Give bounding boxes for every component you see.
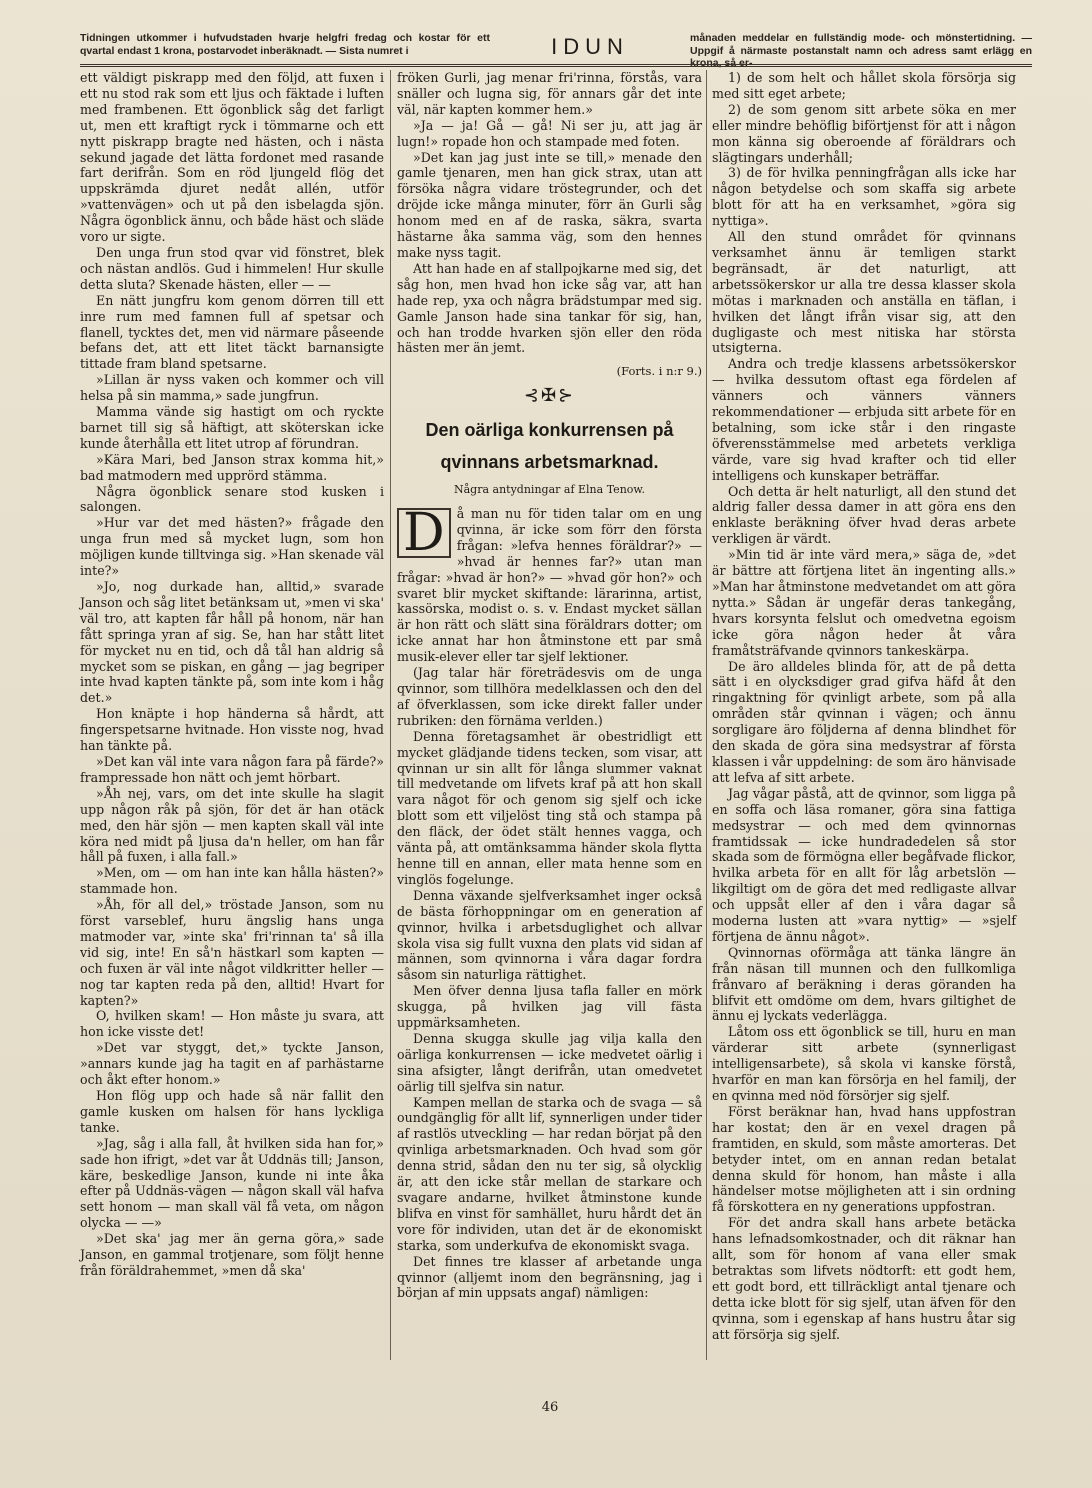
paragraph: Denna företagsamhet är obestridligt ett mycket glädjande tidens tecken, som visar, att qvinnan ur sin allt för långa slummer vaknat till medvetande om lifvets kraf på att hon skall vara något för och genom sig sjelf och icke blott som ett viljelöst ting stå och stampa på den fläck, der ödet stält hennes vagga, och vänta på, att omtänksamma händer skola flytta henne till en annan, eller mata henne som en vinglös fogelunge. (397, 728, 702, 887)
paragraph: Låtom oss ett ögonblick se till, huru en man värderar sitt arbete (synnerligast intelligensarbete), så skola vi kanske förstå, hvarför en man kan försörja en hel familj, der en qvinna med nöd försörjer sig sjelf. (712, 1024, 1016, 1103)
paragraph: Qvinnornas oförmåga att tänka längre än från näsan till munnen och den fullkomliga frånvaro af beräkning i deras göranden ha blifvit ett omdöme om dem, hvars giltighet de ännu ej lyckats vederlägga. (712, 944, 1016, 1024)
paragraph: »Åh, för all del,» tröstade Janson, som nu först varseblef, huru ängslig hans unga matmoder var, »inte ska' fri'rinnan ta' så illa vid sig, inte! En så'n hästkarl som kapten — och fuxen är väl inte något vildkritter heller — nog tar kapten reda på den, alltid! Hvart for kapten?» (80, 897, 384, 1008)
continuation-note: (Forts. i n:r 9.) (616, 364, 702, 379)
paragraph: »Lillan är nyss vaken och kommer och vill helsa på sin mamma,» sade jungfrun. (80, 372, 384, 404)
paragraph: Några ögonblick senare stod kusken i salongen. (80, 483, 384, 515)
paragraph: Först beräknar han, hvad hans uppfostran har kostat; den är en vexel dragen på framtiden, en skuld, som måste amorteras. Det betyder intet, om en annan redan betalat denna skuld för honom, han måste i alla händelser motse möjligheten att i sin ordning få förskottera en ny generations uppfostran. (712, 1103, 1016, 1215)
paragraph: fröken Gurli, jag menar fri'rinna, förstås, vara snäller och lugna sig, för annars går det inte väl, när kapten kommer hem.» (397, 70, 702, 117)
paragraph-text: å man nu för tiden talar om en ung qvinna, är icke som förr den första frågan: »lefva hennes föräldrar?» — »hvad är hennes far?» utan man frågar: »hvad är hon?» — »hvad gör hon?» och svaret blir mycket skiftande: lärarinna, artist, kassörska, modist o. s. v. Endast mycket sällan är hon rätt och slätt sina föräldrars dotter; om icke annat har hon åtminstone ett par små musik-elever eller tar sjelf lektioner. (397, 506, 702, 665)
paragraph: Jag vågar påstå, att de qvinnor, som ligga på en soffa och läsa romaner, göra sina fattiga medsystrar — och med dem qvinnornas framtidssak — icke hundradedelen så stor skada som de förmögna eller begåfvade flickor, hvilka arbeta för en allt för låg arbetslön — likgiltigt om de göra det med redligaste allvar och uppsåt eller af den i våra dagar så moderna lusten att »vara nyttig» — »sjelf förtjena de ännu något». (712, 785, 1016, 944)
column-2 (397, 70, 702, 1301)
column-1 (80, 70, 384, 1279)
paragraph (397, 503, 702, 665)
paragraph: De äro alldeles blinda för, att de på detta sätt i en olycksdiger grad gifva häfd åt den ringaktning för qvinligt arbete, som på alla områden står qvinnan i vägen; och ännu sorgligare äro följderna af denna blindhet för den skada de göra sina medsystrar af första klassen i vår uppdelning: de som äro hänvisade att lefva af sitt arbete. (712, 658, 1016, 785)
paragraph: Hon knäpte i hop händerna så hårdt, att fingerspetsarne hvitnade. Hon visste nog, hvad han tänkte på. (80, 706, 384, 754)
paragraph: Men öfver denna ljusa tafla faller en mörk skugga, på hvilken jag vill fästa uppmärksamheten. (397, 983, 702, 1031)
paragraph: »Det ska' jag mer än gerna göra,» sade Janson, en gammal trotjenare, som följt henne från föräldrahemmet, »men då ska' (80, 1231, 384, 1278)
paragraph: 3) de för hvilka penningfrågan alls icke har någon betydelse och som skaffa sig arbete blott för att ha en verksamhet, »göra sig nyttiga». (712, 165, 1016, 229)
paragraph: »Men, om — om han inte kan hålla hästen?» stammade hon. (80, 865, 384, 897)
paragraph: »Det kan jag just inte se till,» menade den gamle tjenaren, men han gick strax, utan att försöka några vidare tröstegrunder, och det dröjde icke många minuter, förr än Gurli såg honom med en af de raska, säkra, svarta hästarne åka samma väg, som den hennes make nyss tagit. (397, 149, 702, 260)
masthead-right-notice: månaden meddelar en fullständig mode- och mönstertidning. — Uppgif å närmaste postanstalt namn och adress samt erlägg en krona, så er- (690, 32, 1032, 69)
paragraph: »Kära Mari, bed Janson strax komma hit,» bad matmodern med upprörd stämma. (80, 451, 384, 483)
paragraph: Hon flög upp och hade så när fallit den gamle kusken om halsen för hans lyckliga tanke. (80, 1088, 384, 1135)
paragraph: »Jag, såg i alla fall, åt hvilken sida han for,» sade hon ifrigt, »det var åt Uddnäs till; Janson, käre, beskedlige Janson, kunde ni inte åka efter på Uddnäs-vägen — någon skall väl hafva sett honom — man skall väl få veta, om någon olycka — —» (80, 1135, 384, 1231)
drop-cap: D (397, 508, 451, 558)
paragraph: (Jag talar här företrädesvis om de unga qvinnor, som tillhöra medelklassen och den del af öfverklassen, som icke direkt faller under rubriken: den förnäma verlden.) (397, 665, 702, 728)
article-title (397, 414, 702, 478)
paragraph: Denna växande sjelfverksamhet inger också de bästa förhoppningar om en generation af qvinnor, hvilka i arbetsduglighet och allvar skola visa sig fullt vuxna den plats vid sidan af männen, som qvinnorna i våra dagar fordra såsom sin naturliga rättighet. (397, 887, 702, 983)
paragraph: »Hur var det med hästen?» frågade den unga frun med så mycket lugn, som hon möjligen kunde tilltvinga sig. »Han skenade väl inte?» (80, 515, 384, 579)
paragraph: För det andra skall hans arbete betäcka hans lefnadsomkostnader, och dit räknar han allt, som för honom af vana eller smak betraktas som lifvets nödtorft: ett godt hem, ett godt bord, ett tillräckligt antal tjenare och detta icke blott för sig sjelf, utan äfven för den qvinna, som i egenskap af hans hustru åtar sig att försörja sig sjelf. (712, 1215, 1016, 1342)
column-divider (706, 70, 707, 1360)
masthead-left-notice: Tidningen utkommer i hufvudstaden hvarje helgfri fredag och kostar för ett qvartal endast 1 krona, postarvodet inberäknadt. — Sista numret i (80, 32, 490, 57)
article-title-line: Den oärliga konkurrensen på (425, 420, 674, 441)
paragraph: Och detta är helt naturligt, all den stund det aldrig faller dessa damer in att göra ens den enklaste beräkning öfver hvad deras arbete verkligen är värdt. (712, 483, 1016, 547)
paragraph: 2) de som genom sitt arbete söka en mer eller mindre behöflig biförtjenst för att i någon mon känna sig oberoende af föräldrars och slägtingars underhåll; (712, 101, 1016, 165)
paragraph: Mamma vände sig hastigt om och ryckte barnet till sig så häftigt, att sköterskan icke kunde återhålla ett litet utrop af förundran. (80, 404, 384, 451)
article-byline: Några antydningar af Elna Tenow. (453, 483, 646, 497)
header-rule (80, 64, 1032, 67)
paragraph: ett väldigt piskrapp med den följd, att fuxen i ett nu stod rak som ett ljus och fäktade i luften med frambenen. Ett ögonblick såg det farligt ut, men ett kraftigt ryck i tömmarne och ett nytt piskrapp bragte ned hästen, och i nästa sekund jagade det lätta fordonet med rasande fart derifrån. Som en röd ljungeld flög det uppskrämda djuret nedåt allén, utför »vattenvägen» och ut på den isbelagda sjön. Några ögonblick ännu, och både häst och släde voro ur sigte. (80, 70, 384, 245)
masthead-title: IDUN (551, 34, 629, 59)
paragraph: Den unga frun stod qvar vid fönstret, blek och nästan andlös. Gud i himmelen! Hur skulle detta sluta? Skenade hästen, eller — — (80, 244, 384, 292)
paragraph: Det finnes tre klasser af arbetande unga qvinnor (alljemt inom den begränsning, jag i början af min uppsats angaf) nämligen: (397, 1253, 702, 1301)
paragraph: 1) de som helt och hållet skola försörja sig med sitt eget arbete; (712, 70, 1016, 101)
article-title-line: qvinnans arbetsmarknad. (440, 452, 659, 473)
paragraph: »Det var styggt, det,» tyckte Janson, »annars kunde jag ha tagit en af parhästarne och åkt efter honom.» (80, 1040, 384, 1088)
page-number: 46 (541, 1400, 559, 1415)
paragraph: Denna skugga skulle jag vilja kalla den oärliga konkurrensen — icke medvetet oärlig i sina afsigter, långt derifrån, utan omedvetet oärlig till sjelfva sin natur. (397, 1030, 702, 1094)
paragraph: »Åh nej, vars, om det inte skulle ha slagit upp någon råk på sjön, för det är han otäck med, den här sjön — men kapten skall väl inte köra ned midt på ljusa da'n heller, om han får håll på fuxen, i alla fall.» (80, 785, 384, 865)
paragraph: Att han hade en af stallpojkarne med sig, det såg hon, men hvad hon icke såg var, att han hade rep, yxa och några brädstumpar med sig. Gamle Janson hade sina tankar för sig, han, och han trodde hvarken sjön eller den röda hästen mer än jemt. (397, 260, 702, 356)
paragraph: »Min tid är inte värd mera,» säga de, »det är bättre att förtjena litet än ingenting alls.» »Man har åtminstone medvetandet om att göra nytta.» Sådan är ungefär deras tankegång, hvars korsynta felslut och omedvetna egoism icke göra någon heder åt våra framåtsträfvande qvinnors tankeskärpa. (712, 547, 1016, 658)
ornament-divider: ⊰✠⊱ (523, 385, 576, 407)
column-3 (712, 70, 1016, 1343)
paragraph: »Ja — ja! Gå — gå! Ni ser ju, att jag är lugn!» ropade hon och stampade med foten. (397, 117, 702, 149)
paragraph: »Det kan väl inte vara någon fara på färde?» frampressade hon nätt och jemt hörbart. (80, 753, 384, 785)
paragraph: O, hvilken skam! — Hon måste ju svara, att hon icke visste det! (80, 1008, 384, 1040)
column-divider (390, 70, 391, 1360)
paragraph: Kampen mellan de starka och de svaga — så oundgänglig för allt lif, synnerligen under tider af rastlös utveckling — har redan börjat på den qvinliga arbetsmarknaden. Och hvad som gör denna strid, sådan den nu ter sig, så olycklig är, att den icke står mellan de starkare och svagare andarne, hvilket åtminstone kunde blifva en vinst för samhället, huru hårdt det än vore för individen, utan det är de ekonomiskt starka, som underkufva de ekonomiskt svaga. (397, 1094, 702, 1253)
masthead (80, 32, 1032, 69)
paragraph: All den stund området för qvinnans verksamhet ännu är temligen starkt begränsadt, är det naturligt, att arbetssökerskor ur alla tre dessa klasser skola mötas i marknaden och anställa en täflan, i hvilken det långt ifrån visar sig, att den dugligaste och mest nitiska har största utsigterna. (712, 229, 1016, 356)
paragraph: Andra och tredje klassens arbetssökerskor — hvilka dessutom oftast ega fördelen af vänners och vänners vänners rekommendationer — erbjuda sitt arbete för en betalning, som icke står i den ringaste öfverensstämmelse med arbetets verkliga värde, vare sig hvad krafter och tid eller intelligens och kunskaper beträffar. (712, 356, 1016, 483)
paragraph: »Jo, nog durkade han, alltid,» svarade Janson och såg litet betänksam ut, »men vi ska' väl tro, att kapten får håll på honom, när han fått springa yran af sig. Se, han har stått litet för mycket nu en tid, och då tål han aldrig så mycket som se piskan, en gång — jag begriper inte hvad kapten tänkte på, som inte kom i håg det.» (80, 579, 384, 706)
paragraph: En nätt jungfru kom genom dörren till ett inre rum med famnen full af spetsar och flanell, tycktes det, men vid närmare påseende befans det, att ett litet täckt barnansigte tittade fram bland spetsarne. (80, 292, 384, 372)
